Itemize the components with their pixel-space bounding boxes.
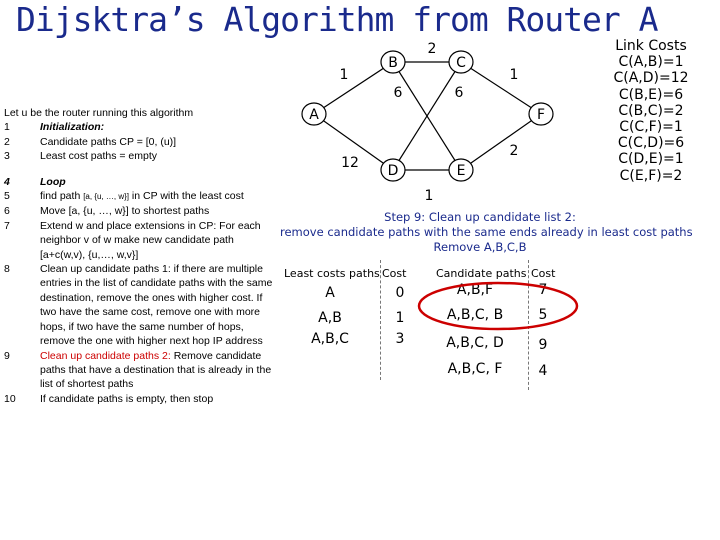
edge-cost-a-b: 1	[339, 67, 349, 83]
candidate-cost: 5	[538, 307, 548, 323]
algo-line-10: If candidate paths is empty, then stop	[40, 392, 214, 405]
least-cost-value: 0	[395, 285, 405, 301]
link-cost-item: C(C,D)=6	[617, 135, 685, 152]
algo-line-1: Initialization:	[40, 121, 105, 134]
least-cost-header-cost: Cost	[382, 267, 407, 280]
step-description-line-2: remove candidate paths with the same ends already in least cost paths	[280, 225, 693, 239]
algo-line-8: Clean up candidate paths 1: if there are multiple entries in the list of candidate paths with the same destination, remove the ones with higher cost. If two have the same cost, remove one with more hops, if two have the same number of hops, remove the one with higher next hop IP address	[40, 263, 273, 348]
candidate-path: A,B,F	[456, 282, 494, 298]
candidate-header-paths: Candidate paths	[436, 267, 527, 280]
node-label-e: E	[456, 163, 466, 179]
candidate-path: A,B,C, F	[447, 361, 503, 377]
link-cost-item: C(B,E)=6	[618, 86, 684, 103]
candidate-path: A,B,C, D	[446, 335, 504, 351]
least-cost-path: A,B,C	[311, 331, 349, 347]
link-costs-list	[596, 38, 706, 184]
least-cost-value: 1	[395, 310, 405, 326]
edge-cost-e-f: 2	[509, 143, 519, 159]
least-cost-path: A	[325, 285, 335, 301]
edge-e-f	[461, 114, 541, 170]
link-cost-item: C(C,F)=1	[619, 119, 683, 136]
node-label-d: D	[387, 163, 399, 179]
edge-cost-b-c: 2	[427, 41, 437, 57]
least-cost-header-paths: Least costs paths	[284, 267, 380, 280]
least-cost-path: A,B	[318, 310, 342, 326]
step-description-line-3: Remove A,B,C,B	[433, 240, 527, 254]
least-cost-value: 3	[395, 331, 405, 347]
candidate-cost: 9	[538, 337, 548, 353]
link-cost-item: C(E,F)=2	[619, 167, 683, 184]
edge-c-f	[461, 62, 541, 114]
algo-line-2: Candidate paths CP = [0, (u)]	[40, 135, 177, 148]
edge-a-b	[314, 62, 393, 114]
network-graph	[280, 36, 590, 206]
algo-line-3: Least cost paths = empty	[40, 150, 158, 163]
node-label-c: C	[456, 55, 466, 71]
node-label-b: B	[388, 55, 398, 71]
node-label-f: F	[536, 107, 546, 123]
page-title: Dijsktra’s Algorithm from Router A	[16, 0, 658, 39]
edge-cost-b-e: 6	[393, 85, 403, 101]
link-cost-item: C(A,B)=1	[618, 54, 684, 71]
removal-highlight-ellipse	[416, 280, 580, 332]
algorithm-intro: Let u be the router running this algorithm	[4, 107, 194, 119]
algo-line-9: Clean up candidate paths 2: Remove candidate paths that have a destination that is already in the list of shortest paths	[40, 349, 272, 391]
link-cost-item: C(B,C)=2	[618, 102, 684, 119]
candidate-path: A,B,C, B	[446, 307, 504, 323]
candidate-cost: 7	[538, 282, 548, 298]
link-cost-item: C(A,D)=12	[613, 70, 689, 87]
algo-line-5: find path [a, {u, …, w}] in CP with the least cost	[40, 190, 244, 203]
edge-cost-d-e: 1	[424, 188, 434, 204]
edge-cost-c-d: 6	[454, 85, 464, 101]
link-cost-item: C(D,E)=1	[618, 151, 684, 168]
algo-line-6: Move [a, {u, …, w}] to shortest paths	[40, 205, 210, 218]
candidate-header-cost: Cost	[531, 267, 556, 280]
candidate-cost: 4	[538, 363, 548, 379]
algo-line-4: Loop	[40, 175, 66, 188]
edge-cost-c-f: 1	[509, 67, 519, 83]
edge-cost-a-d: 12	[341, 155, 359, 171]
node-label-a: A	[309, 107, 319, 123]
link-costs-heading: Link Costs	[615, 38, 687, 54]
divider	[380, 260, 381, 380]
algorithm-pseudocode: Let u be the router running this algorithm 1 Initialization: 2 Candidate paths CP = [0, (u)] 3 Least cost paths = empty 4 Loop 5 find path [a, {u, …, w}] in CP with the least cost 6 Move [a, {u, …, w}] to shortest paths 7 Extend w and place extensions in CP: For each neighbor v of w make new candidate path [a+c(w,v), {u,…, w,v}] 8 Clean up candidate paths 1: if there are multiple entries in the list of candidate paths with the same destination, remove the ones with higher cost. If two have the same cost, remove one with more hops, if two have the same number of hops, remove the one with higher next hop IP address 9 Clean up candidate paths 2: Remove candidate paths that have a destination that is already in the list of shortest paths 10 If candidate paths is empty, then stop	[4, 106, 276, 406]
step-description-line-1: Step 9: Clean up candidate list 2:	[384, 210, 576, 224]
algo-line-7: Extend w and place extensions in CP: For each neighbor v of w make new candidate path [a+c(w,v), {u,…, w,v}]	[40, 219, 261, 261]
